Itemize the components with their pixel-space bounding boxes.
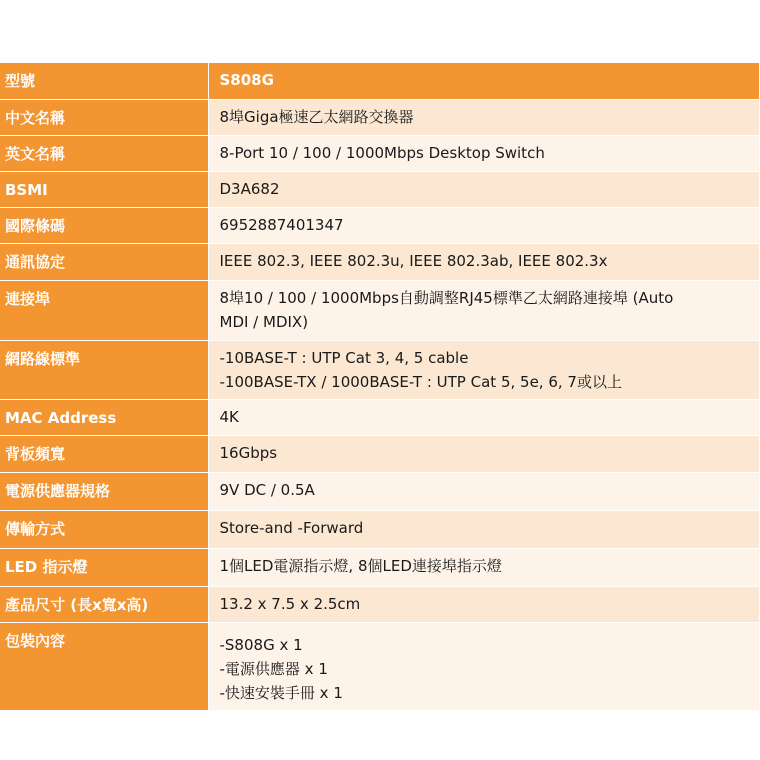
spec-row-barcode [0,207,760,243]
row-label: 中文名稱 [0,99,208,135]
spec-row-chinese-name [0,99,760,135]
row-label: 英文名稱 [0,135,208,171]
row-value [208,472,760,510]
spec-row-bsmi [0,171,760,207]
spec-row-backplane [0,435,760,472]
value-line: 1個LED電源指示燈, 8個LED連接埠指示燈 [219,556,502,575]
value-line: 13.2 x 7.5 x 2.5cm [219,594,361,613]
value-line: -電源供應器 x 1 [219,659,328,678]
row-label: 包裝內容 [0,622,208,710]
value-line: Store-and -Forward [219,518,364,537]
row-value [208,510,760,548]
spec-row-package-contents [0,622,760,710]
row-value [208,135,760,171]
value-line: IEEE 802.3, IEEE 802.3u, IEEE 802.3ab, IEEE 802.3x [219,251,608,270]
row-value [208,63,760,99]
spec-table [0,63,760,711]
row-value [208,99,760,135]
row-label: 電源供應器規格 [0,472,208,510]
row-label: 網路線標準 [0,340,208,399]
spec-row-transmission [0,510,760,548]
row-label: 國際條碼 [0,207,208,243]
spec-row-led [0,548,760,586]
row-label: 連接埠 [0,280,208,340]
row-value [208,548,760,586]
row-label: 通訊協定 [0,243,208,280]
spec-row-protocol [0,243,760,280]
row-value [208,171,760,207]
spec-row-english-name [0,135,760,171]
spec-row-ports [0,280,760,340]
value-line: MDI / MDIX) [219,312,309,331]
value-line: S808G [219,71,274,89]
row-value [208,399,760,435]
value-line: 16Gbps [219,443,278,462]
row-label: 產品尺寸 (長x寬x高) [0,586,208,622]
row-value [208,243,760,280]
value-line: -10BASE-T : UTP Cat 3, 4, 5 cable [219,348,469,367]
spec-row-mac-address [0,399,760,435]
row-value [208,207,760,243]
row-label: 型號 [0,63,208,99]
value-line: D3A682 [219,179,280,198]
row-label: 傳輸方式 [0,510,208,548]
row-value [208,280,760,340]
value-line: -100BASE-TX / 1000BASE-T : UTP Cat 5, 5e, 6, 7或以上 [219,372,622,391]
spec-row-cable-standard [0,340,760,399]
value-line: 9V DC / 0.5A [219,480,315,499]
spec-row-model [0,63,760,99]
row-label: 背板頻寬 [0,435,208,472]
row-label: LED 指示燈 [0,548,208,586]
value-line: 8-Port 10 / 100 / 1000Mbps Desktop Switch [219,143,545,162]
row-value [208,586,760,622]
value-line: -快速安裝手冊 x 1 [219,683,343,702]
row-value [208,622,760,710]
value-line: 6952887401347 [219,215,344,234]
row-label: MAC Address [0,399,208,435]
value-line: -S808G x 1 [219,635,303,654]
row-value [208,340,760,399]
value-line: 8埠10 / 100 / 1000Mbps自動調整RJ45標準乙太網路連接埠 (Auto [219,288,674,307]
value-line: 8埠Giga極速乙太網路交換器 [219,107,414,126]
row-value [208,435,760,472]
value-line: 4K [219,407,239,426]
spec-row-power-supply [0,472,760,510]
spec-row-dimensions [0,586,760,622]
row-label: BSMI [0,171,208,207]
